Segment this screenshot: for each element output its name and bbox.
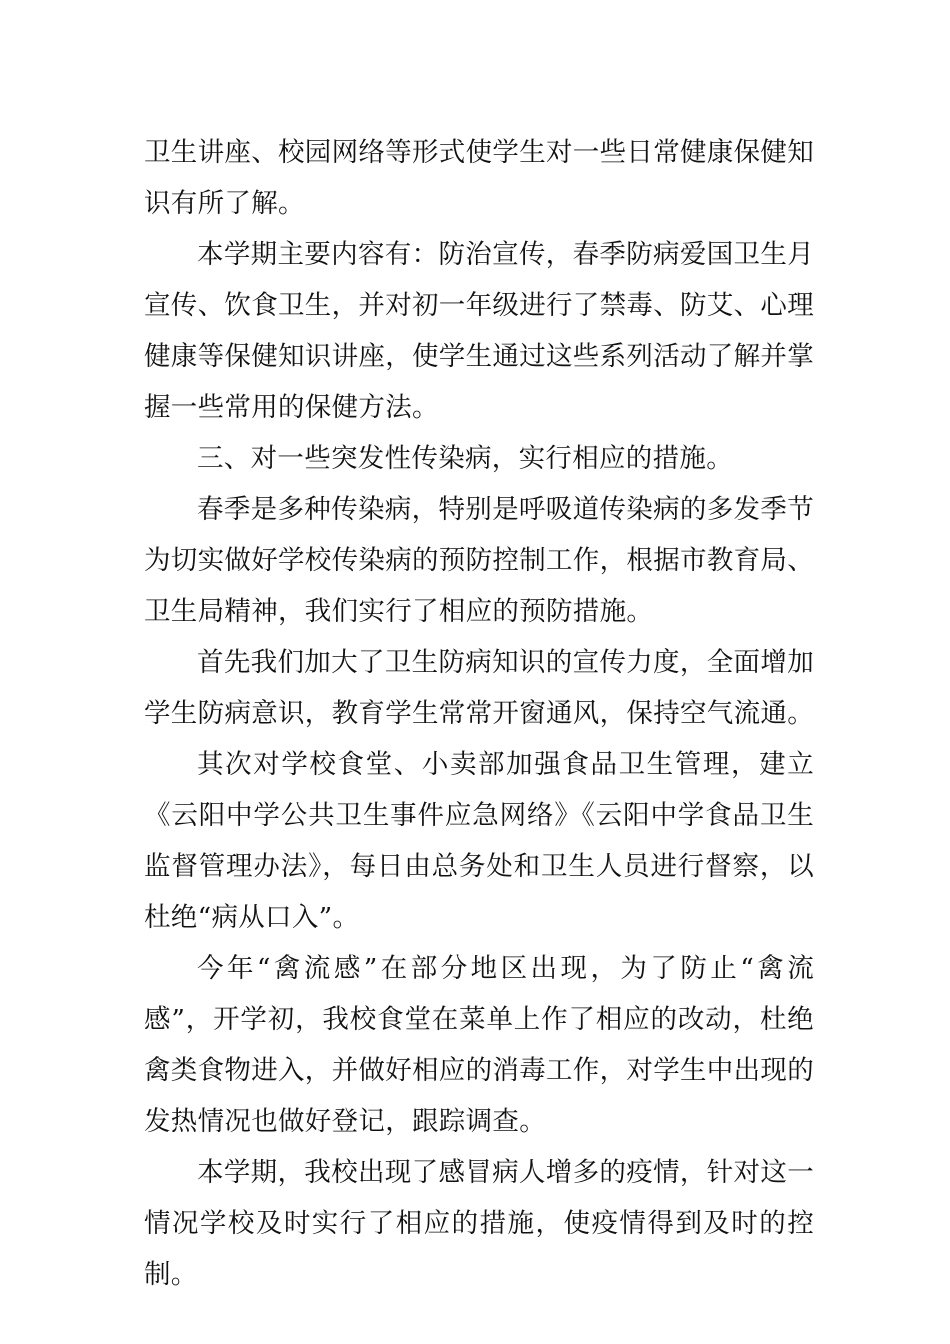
paragraph-8: 本学期，我校出现了感冒病人增多的疫情，针对这一情况学校及时实行了相应的措施，使疫情得到及时的控制。 (144, 1157, 814, 1290)
paragraph-4: 春季是多种传染病，特别是呼吸道传染病的多发季节为切实做好学校传染病的预防控制工作，根据市教育局、卫生局精神，我们实行了相应的预防措施。 (144, 494, 814, 627)
paragraph-7: 今年“禽流感”在部分地区出现，为了防止“禽流感”，开学初，我校食堂在菜单上作了相应的改动，杜绝禽类食物进入，并做好相应的消毒工作，对学生中出现的发热情况也做好登记，跟踪调查。 (144, 953, 814, 1137)
paragraph-2: 本学期主要内容有：防治宣传，春季防病爱国卫生月宣传、饮食卫生，并对初一年级进行了禁毒、防艾、心理健康等保健知识讲座，使学生通过这些系列活动了解并掌握一些常用的保健方法。 (144, 239, 814, 423)
paragraph-6: 其次对学校食堂、小卖部加强食品卫生管理，建立《云阳中学公共卫生事件应急网络》《云阳中学食品卫生监督管理办法》，每日由总务处和卫生人员进行督察，以杜绝“病从口入”。 (144, 749, 814, 933)
document-body (144, 127, 814, 1300)
section-heading-3: 三、对一些突发性传染病，实行相应的措施。 (197, 443, 733, 474)
paragraph-1: 卫生讲座、校园网络等形式使学生对一些日常健康保健知识有所了解。 (144, 137, 814, 219)
paragraph-5: 首先我们加大了卫生防病知识的宣传力度，全面增加学生防病意识，教育学生常常开窗通风，保持空气流通。 (144, 647, 814, 729)
